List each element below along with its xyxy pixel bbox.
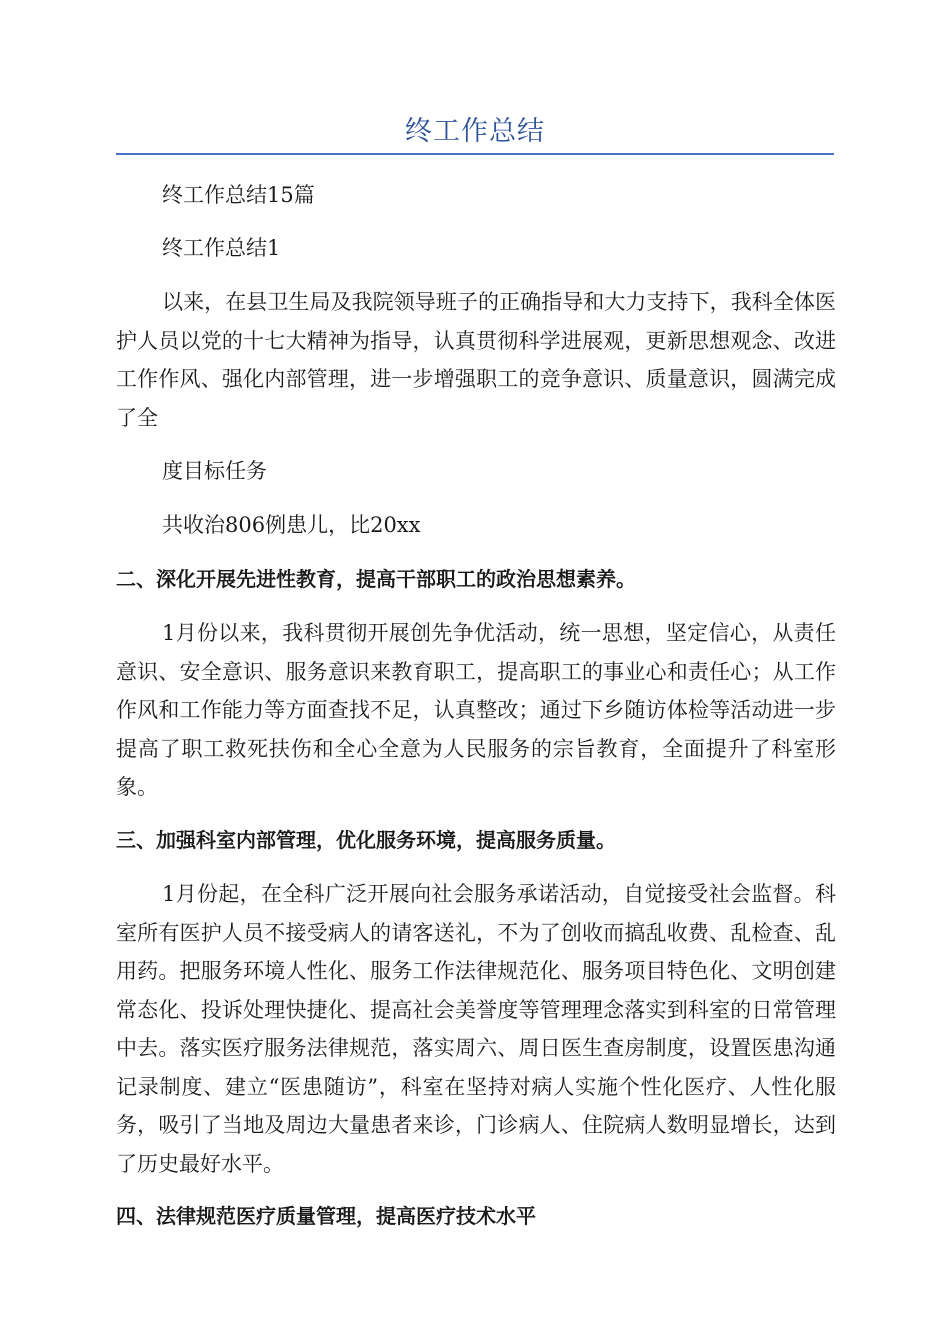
heading-section-4: 四、法律规范医疗质量管理，提高医疗技术水平 bbox=[116, 1204, 536, 1228]
paragraph-intro: 以来，在县卫生局及我院领导班子的正确指导和大力支持下，我科全体医护人员以党的十七大精神为指导，认真贯彻科学进展观，更新思想观念、改进工作作风、强化内部管理，进一步增强职工的竞争意识、质量意识，圆满完成了全 bbox=[116, 290, 836, 430]
heading-section-3: 三、加强科室内部管理，优化服务环境，提高服务质量。 bbox=[116, 828, 616, 852]
title-underline bbox=[116, 153, 834, 155]
paragraph-section-2: 1月份以来，我科贯彻开展创先争优活动，统一思想，坚定信心，从责任意识、安全意识、服务意识来教育职工，提高职工的事业心和责任心；从工作作风和工作能力等方面查找不足，认真整改；通过下乡随访体检等活动进一步提高了职工救死扶伤和全心全意为人民服务的宗旨教育，全面提升了科室形象。 bbox=[116, 621, 836, 799]
paragraph-cases: 共收治806例患儿，比20xx bbox=[162, 513, 421, 537]
document-title: 终工作总结 bbox=[405, 116, 545, 147]
subtitle: 终工作总结15篇 bbox=[162, 183, 315, 207]
paragraph-section-3: 1月份起，在全科广泛开展向社会服务承诺活动，自觉接受社会监督。科室所有医护人员不接受病人的请客送礼，不为了创收而搞乱收费、乱检查、乱用药。把服务环境人性化、服务工作法律规范化、服务项目特色化、文明创建常态化、投诉处理快捷化、提高社会美誉度等管理理念落实到科室的日常管理中去。落实医疗服务法律规范，落实周六、周日医生查房制度，设置医患沟通记录制度、建立“医患随访”，科室在坚持对病人实施个性化医疗、人性化服务，吸引了当地及周边大量患者来诊，门诊病人、住院病人数明显增长，达到了历史最好水平。 bbox=[116, 882, 836, 1176]
heading-section-2: 二、深化开展先进性教育，提高干部职工的政治思想素养。 bbox=[116, 567, 636, 591]
paragraph-target: 度目标任务 bbox=[162, 459, 267, 483]
section-title: 终工作总结1 bbox=[162, 236, 281, 260]
